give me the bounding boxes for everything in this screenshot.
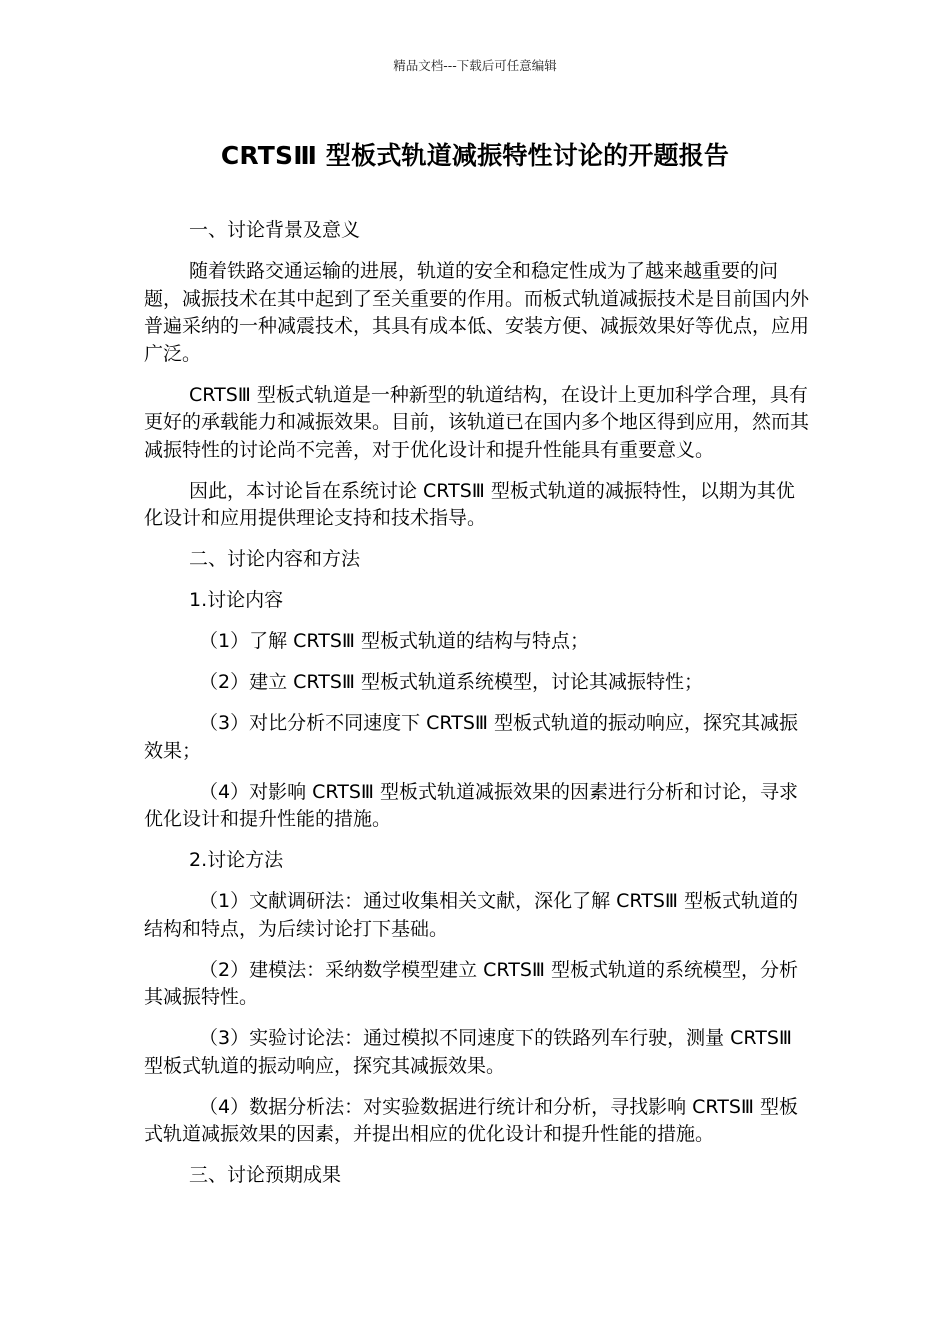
content-item: （4）对影响 CRTSⅢ 型板式轨道减振效果的因素进行分析和讨论，寻求优化设计和提升性能的措施。 (144, 780, 799, 830)
content-item: （1）了解 CRTSⅢ 型板式轨道的结构与特点； (199, 630, 590, 652)
paragraph-background-3: 因此，本讨论旨在系统讨论 CRTSⅢ 型板式轨道的减振特性，以期为其优化设计和应用提供理论支持和技术指导。 (144, 479, 795, 529)
content-item: （3）对比分析不同速度下 CRTSⅢ 型板式轨道的振动响应，探究其减振效果； (144, 712, 799, 762)
method-item: （1）文献调研法：通过收集相关文献，深化了解 CRTSⅢ 型板式轨道的结构和特点，为后续讨论打下基础。 (144, 890, 799, 940)
paragraph-background-2: CRTSⅢ 型板式轨道是一种新型的轨道结构，在设计上更加科学合理，具有更好的承载能力和减振效果。目前，该轨道已在国内多个地区得到应用，然而其减振特性的讨论尚不完善，对于优化设计和提升性能具有重要意义。 (144, 383, 810, 461)
content-item: （2）建立 CRTSⅢ 型板式轨道系统模型，讨论其减振特性； (199, 671, 704, 693)
section-heading-content-method: 二、讨论内容和方法 (189, 548, 361, 570)
section-heading-expected-results: 三、讨论预期成果 (189, 1164, 342, 1186)
subheading-method: 2.讨论方法 (189, 849, 284, 871)
paragraph-background-1: 随着铁路交通运输的进展，轨道的安全和稳定性成为了越来越重要的问题，减振技术在其中起到了至关重要的作用。而板式轨道减振技术是目前国内外普遍采纳的一种减震技术，其具有成本低、安装方便、减振效果好等优点，应用广泛。 (144, 260, 810, 365)
method-item: （3）实验讨论法：通过模拟不同速度下的铁路列车行驶，测量 CRTSⅢ 型板式轨道的振动响应，探究其减振效果。 (144, 1027, 792, 1077)
method-item: （4）数据分析法：对实验数据进行统计和分析，寻找影响 CRTSⅢ 型板式轨道减振效果的因素，并提出相应的优化设计和提升性能的措施。 (144, 1095, 799, 1145)
section-heading-background: 一、讨论背景及意义 (189, 219, 361, 241)
document-body (144, 217, 812, 1203)
method-item: （2）建模法：采纳数学模型建立 CRTSⅢ 型板式轨道的系统模型，分析其减振特性。 (144, 958, 799, 1008)
subheading-content: 1.讨论内容 (189, 589, 284, 611)
document-title: CRTSⅢ 型板式轨道减振特性讨论的开题报告 (220, 141, 730, 170)
header-note: 精品文档---下载后可任意编辑 (393, 58, 557, 73)
